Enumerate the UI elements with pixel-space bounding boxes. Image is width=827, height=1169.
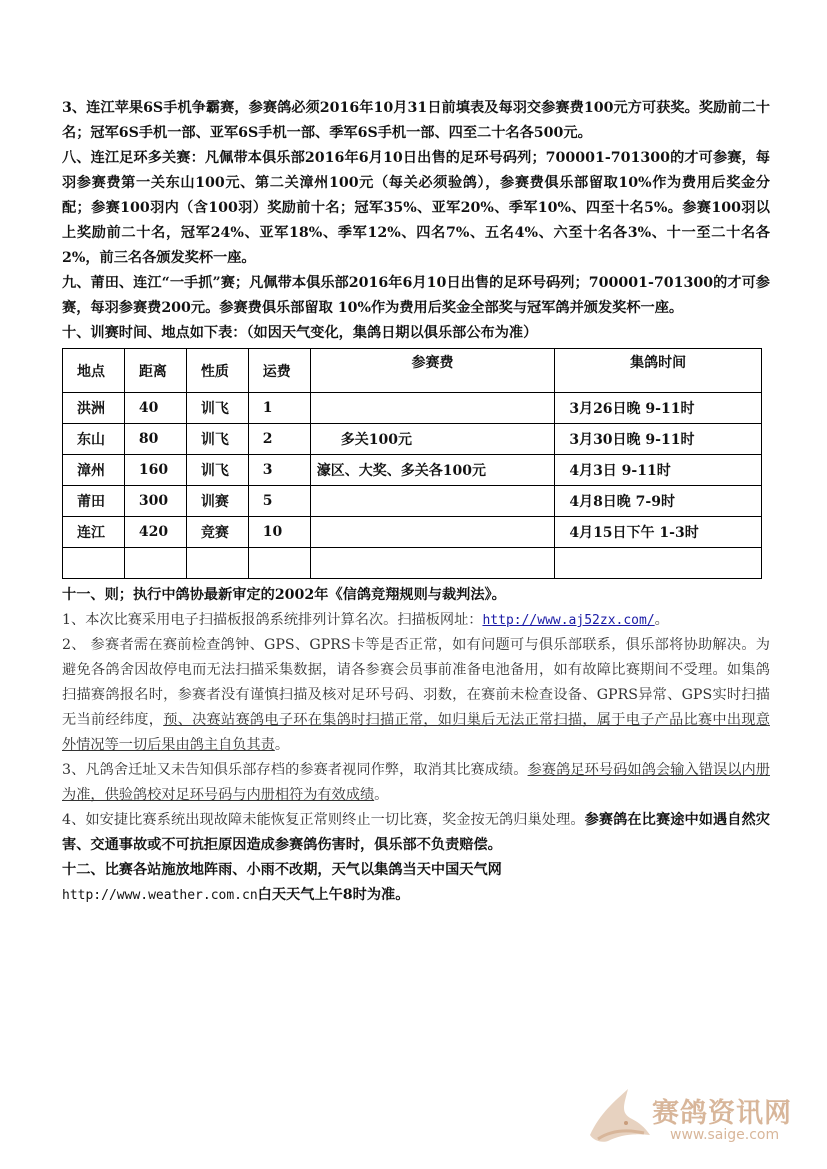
header-entry: 参赛费 xyxy=(310,349,555,393)
item-2-text: 2、 参赛者需在赛前检查鸽钟、GPS、GPRS卡等是否正常，如有问题可与俱乐部联系，俱乐部将协助解决。为避免各鸽舍因故停电而无法扫描采集数据，请各参赛会员事前准备电池备用，如有故障比赛期间不受理。如集鸽扫描赛鸽报名时，参赛者没有谨慎扫描及核对足环号码、羽数，在赛前未检查设备、GPRS异常、GPS实时扫描无当前经纬度， xyxy=(62,637,770,728)
document-page xyxy=(62,96,770,908)
section-12-end: 白天天气上午8时为准。 xyxy=(257,887,410,903)
cell-nature: 训赛 xyxy=(186,486,248,517)
cell-place: 东山 xyxy=(63,424,125,455)
cell-fee: 2 xyxy=(248,424,310,455)
cell-entry: 濠区、大奖、多关各100元 xyxy=(310,455,555,486)
cell-nature: 竞赛 xyxy=(186,517,248,548)
cell-fee: 10 xyxy=(248,517,310,548)
cell-place: 漳州 xyxy=(63,455,125,486)
table-row xyxy=(63,486,762,517)
table-row xyxy=(63,424,762,455)
paragraph-9: 九、莆田、连江“一手抓”赛；凡佩带本俱乐部2016年6月10日出售的足环号码列；700001-701300的才可参赛，每羽参赛费200元。参赛费俱乐部留取 10%作为费用后奖金全部奖与冠军鸽并颁发奖杯一座。 xyxy=(62,275,770,316)
section-11-item-1 xyxy=(62,608,770,633)
watermark-logo xyxy=(580,1083,820,1153)
item-1-end: 。 xyxy=(654,612,669,628)
cell-entry xyxy=(310,393,555,424)
cell-time: 4月8日晚 7-9时 xyxy=(555,486,762,517)
cell-time: 3月26日晚 9-11时 xyxy=(555,393,762,424)
cell-empty xyxy=(248,548,310,579)
item-2-end: 。 xyxy=(274,737,290,753)
header-fee: 运费 xyxy=(248,349,310,393)
cell-time: 4月3日 9-11时 xyxy=(555,455,762,486)
cell-time: 4月15日下午 1-3时 xyxy=(555,517,762,548)
pigeon-icon xyxy=(580,1083,655,1153)
section-12-line xyxy=(62,883,770,908)
item-4-bold: 参赛鸽在比赛途中如遇自然灾害、交通事故或不可抗拒原因造成参赛鸽伤害时，俱乐部不负责赔偿。 xyxy=(62,812,770,853)
cell-distance: 300 xyxy=(124,486,186,517)
cell-place: 莆田 xyxy=(63,486,125,517)
header-time: 集鸽时间 xyxy=(555,349,762,393)
item-3-text: 3、凡鸽舍迁址又未告知俱乐部存档的参赛者视同作弊，取消其比赛成绩。 xyxy=(62,762,528,778)
cell-distance: 160 xyxy=(124,455,186,486)
header-nature: 性质 xyxy=(186,349,248,393)
item-4-text: 4、如安捷比赛系统出现故障未能恢复正常则终止一切比赛，奖金按无鸽归巢处理。 xyxy=(62,812,585,828)
item-1-text: 1、本次比赛采用电子扫描板报鸽系统排列计算名次。扫描板网址： xyxy=(62,612,483,628)
header-place: 地点 xyxy=(63,349,125,393)
cell-entry xyxy=(310,486,555,517)
cell-nature: 训飞 xyxy=(186,393,248,424)
item-3-end: 。 xyxy=(374,787,389,803)
watermark-url: www.saige.com xyxy=(670,1127,780,1143)
cell-nature: 训飞 xyxy=(186,424,248,455)
cell-time: 3月30日晚 9-11时 xyxy=(555,424,762,455)
table-row-empty xyxy=(63,548,762,579)
cell-distance: 80 xyxy=(124,424,186,455)
cell-empty xyxy=(124,548,186,579)
table-row xyxy=(63,455,762,486)
table-row xyxy=(63,517,762,548)
cell-empty xyxy=(310,548,555,579)
watermark-name: 赛鸽资讯网 xyxy=(652,1098,792,1129)
section-11-item-2 xyxy=(62,633,770,758)
cell-place: 连江 xyxy=(63,517,125,548)
paragraph-8: 八、连江足环多关赛：凡佩带本俱乐部2016年6月10日出售的足环号码列；700001-701300的才可参赛，每羽参赛费第一关东山100元、第二关漳州100元（每关必须验鸽），参赛费俱乐部留取10%作为费用后奖金分配；参赛100羽内（含100羽）奖励前十名；冠军35%、亚军20%、季军10%、四至十名5%。参赛100羽以上奖励前二十名，冠军24%、亚军18%、季军12%、四名7%、五名4%、六至十名各3%、十一至二十名各2%，前三名各颁发奖杯一座。 xyxy=(62,150,770,266)
cell-place: 洪洲 xyxy=(63,393,125,424)
cell-fee: 5 xyxy=(248,486,310,517)
schedule-table xyxy=(62,348,762,579)
section-11-item-3 xyxy=(62,758,770,808)
cell-distance: 40 xyxy=(124,393,186,424)
weather-url: http://www.weather.com.cn xyxy=(62,888,258,903)
table-header-row xyxy=(63,349,762,393)
cell-fee: 1 xyxy=(248,393,310,424)
cell-distance: 420 xyxy=(124,517,186,548)
cell-fee: 3 xyxy=(248,455,310,486)
cell-empty xyxy=(63,548,125,579)
cell-empty xyxy=(555,548,762,579)
section-12-title: 十二、比赛各站施放地阵雨、小雨不改期，天气以集鸽当天中国天气网 xyxy=(62,862,502,878)
paragraph-10: 十、训赛时间、地点如下表：（如因天气变化，集鸽日期以俱乐部公布为准） xyxy=(62,325,538,341)
cell-entry xyxy=(310,517,555,548)
section-11-title: 十一、则；执行中鸽协最新审定的2002年《信鸽竞翔规则与裁判法》。 xyxy=(62,587,506,603)
cell-empty xyxy=(186,548,248,579)
paragraph-3: 3、连江苹果6S手机争霸赛，参赛鸽必须2016年10月31日前填表及每羽交参赛费100元方可获奖。奖励前二十名；冠军6S手机一部、亚军6S手机一部、季军6S手机一部、四至二十名各500元。 xyxy=(62,100,770,141)
header-distance: 距离 xyxy=(124,349,186,393)
item-2-underline: 预、决赛站赛鸽电子环在集鸽时扫描正常，如归巢后无法正常扫描，属于电子产品比赛中出现意外情况等一切后果由鸽主自负其责 xyxy=(62,712,770,753)
cell-nature: 训飞 xyxy=(186,455,248,486)
section-11-item-4 xyxy=(62,808,770,858)
scan-board-link[interactable]: http://www.aj52zx.com/ xyxy=(482,613,655,628)
table-row xyxy=(63,393,762,424)
item-3-underline: 参赛鸽足环号码如鸽会输入错误以内册为准，供验鸽校对足环号码与内册相符为有效成绩 xyxy=(62,762,770,803)
cell-entry: 多关100元 xyxy=(310,424,555,455)
